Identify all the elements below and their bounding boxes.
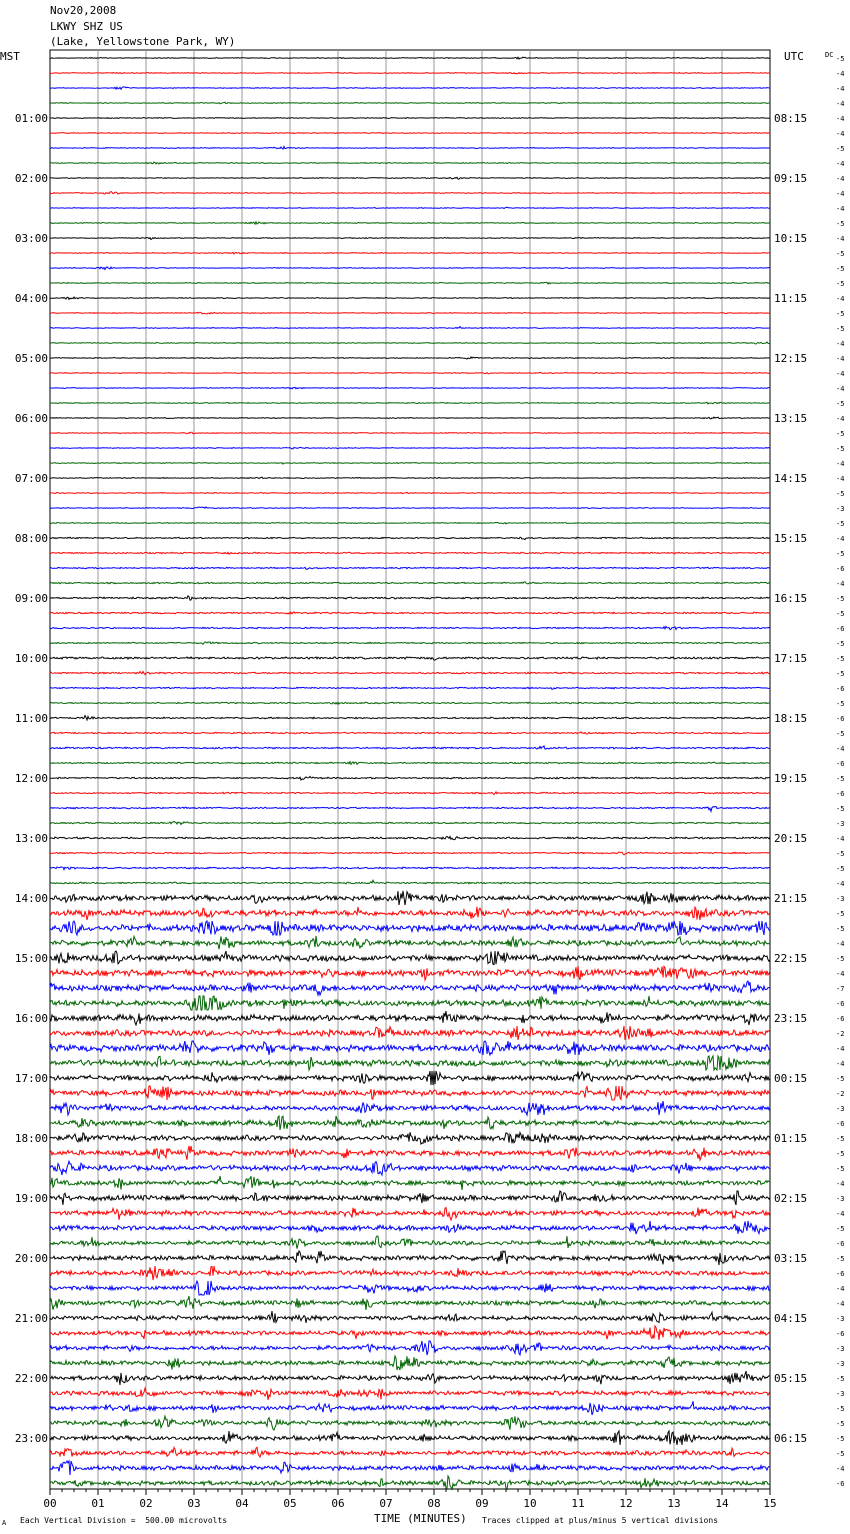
seismic-trace (50, 1281, 770, 1295)
dc-offset-value: -5 (836, 1150, 845, 1158)
dc-offset-value: -5 (836, 610, 845, 618)
dc-offset-value: -4 (836, 1210, 845, 1218)
dc-offset-value: -5 (836, 865, 845, 873)
dc-offset-value: -5 (836, 1375, 845, 1383)
dc-offset-header: DC (825, 51, 834, 59)
utc-hour-label: 03:15 (774, 1252, 808, 1265)
dc-offset-value: -6 (836, 1120, 845, 1128)
dc-offset-value: -5 (836, 1435, 845, 1443)
seismic-trace (50, 880, 770, 884)
dc-offset-value: -3 (836, 1345, 845, 1353)
mst-hour-label: 06:00 (14, 412, 48, 425)
dc-offset-value: -5 (836, 280, 845, 288)
seismic-trace (50, 87, 770, 89)
seismic-trace (50, 1101, 770, 1115)
utc-hour-label: 21:15 (774, 892, 808, 905)
seismic-trace (50, 463, 770, 465)
seismic-trace (50, 326, 770, 328)
seismic-trace (50, 1296, 770, 1310)
seismic-trace (50, 477, 770, 478)
seismic-trace (50, 507, 770, 509)
utc-hour-label: 18:15 (774, 712, 808, 725)
seismic-trace (50, 671, 770, 674)
utc-hour-label: 15:15 (774, 532, 808, 545)
dc-offset-value: -4 (836, 940, 845, 948)
dc-offset-value: -5 (836, 265, 845, 273)
dc-offset-value: -4 (836, 460, 845, 468)
utc-hour-label: 02:15 (774, 1192, 808, 1205)
dc-offset-value: -5 (836, 250, 845, 258)
utc-hour-label: 00:15 (774, 1072, 808, 1085)
dc-offset-value: -3 (836, 820, 845, 828)
x-tick-label: 12 (619, 1497, 633, 1510)
seismic-trace (50, 936, 770, 949)
right-timezone-label: UTC (784, 50, 804, 63)
dc-offset-value: -4 (836, 1285, 845, 1293)
seismic-trace (50, 297, 770, 299)
dc-offset-value: -5 (836, 490, 845, 498)
dc-offset-value: -4 (836, 340, 845, 348)
dc-offset-value: -4 (836, 1060, 845, 1068)
dc-offset-value: -4 (836, 970, 845, 978)
dc-offset-value: -5 (836, 520, 845, 528)
left-timezone-label: MST (0, 50, 20, 63)
seismic-trace (50, 1176, 770, 1190)
mst-hour-label: 01:00 (14, 112, 48, 125)
seismic-trace (50, 1041, 770, 1055)
seismic-trace (50, 177, 770, 179)
seismic-trace (50, 891, 770, 905)
dc-offset-value: -4 (836, 535, 845, 543)
x-tick-label: 07 (379, 1497, 393, 1510)
dc-offset-value: -3 (836, 1195, 845, 1203)
clip-note: Traces clipped at plus/minus 5 vertical divisions (482, 1516, 719, 1525)
dc-offset-value: -6 (836, 1480, 845, 1488)
seismic-trace (50, 373, 770, 374)
seismic-trace (50, 342, 770, 344)
dc-offset-value: -4 (836, 370, 845, 378)
seismic-trace (50, 612, 770, 614)
seismic-trace (50, 1236, 770, 1249)
seismic-trace (50, 1476, 770, 1490)
mst-hour-label: 15:00 (14, 952, 48, 965)
utc-hour-label: 08:15 (774, 112, 808, 125)
seismic-trace (50, 806, 770, 811)
utc-hour-label: 05:15 (774, 1372, 808, 1385)
mst-hour-label: 16:00 (14, 1012, 48, 1025)
seismic-trace (50, 1266, 770, 1280)
dc-offset-value: -5 (836, 805, 845, 813)
x-tick-label: 02 (139, 1497, 153, 1510)
dc-offset-value: -4 (836, 235, 845, 243)
seismic-trace (50, 1371, 770, 1385)
mst-hour-label: 07:00 (14, 472, 48, 485)
seismic-trace (50, 1056, 770, 1070)
dc-offset-value: -4 (836, 85, 845, 93)
seismic-trace (50, 146, 770, 149)
mst-hour-label: 03:00 (14, 232, 48, 245)
seismic-trace (50, 746, 770, 749)
corner-mark: A (2, 1519, 7, 1527)
seismic-trace (50, 567, 770, 569)
dc-offset-value: -4 (836, 115, 845, 123)
utc-hour-label: 23:15 (774, 1012, 808, 1025)
x-tick-label: 00 (43, 1497, 57, 1510)
seismic-trace (50, 492, 770, 493)
dc-offset-value: -5 (836, 670, 845, 678)
dc-offset-value: -6 (836, 1330, 845, 1338)
seismic-trace (50, 207, 770, 209)
utc-hour-label: 14:15 (774, 472, 808, 485)
seismic-trace (50, 1161, 770, 1175)
dc-offset-value: -4 (836, 1300, 845, 1308)
dc-offset-value: -6 (836, 565, 845, 573)
dc-offset-value: -5 (836, 145, 845, 153)
seismic-trace (50, 312, 770, 314)
dc-offset-value: -4 (836, 1180, 845, 1188)
x-tick-label: 10 (523, 1497, 537, 1510)
dc-offset-value: -5 (836, 445, 845, 453)
dc-offset-value: -5 (836, 655, 845, 663)
utc-hour-label: 09:15 (774, 172, 808, 185)
seismic-trace (50, 192, 770, 194)
seismic-trace (50, 1011, 770, 1025)
seismic-trace (50, 162, 770, 164)
seismic-trace (50, 133, 770, 134)
dc-offset-value: -3 (836, 1315, 845, 1323)
dc-offset-value: -4 (836, 580, 845, 588)
seismic-trace (50, 1251, 770, 1265)
seismic-trace (50, 792, 770, 795)
station-location: (Lake, Yellowstone Park, WY) (50, 35, 236, 48)
dc-offset-value: -2 (836, 1090, 845, 1098)
seismic-trace (50, 1116, 770, 1130)
dc-offset-value: -6 (836, 790, 845, 798)
dc-offset-value: -4 (836, 70, 845, 78)
chart-date: Nov20,2008 (50, 4, 117, 17)
seismic-trace (50, 921, 770, 935)
dc-offset-value: -5 (836, 325, 845, 333)
seismic-trace (50, 836, 770, 839)
dc-offset-value: -2 (836, 1030, 845, 1038)
seismic-trace (50, 657, 770, 660)
seismic-trace (50, 432, 770, 434)
mst-hour-label: 08:00 (14, 532, 48, 545)
mst-hour-label: 02:00 (14, 172, 48, 185)
utc-hour-label: 12:15 (774, 352, 808, 365)
mst-hour-label: 05:00 (14, 352, 48, 365)
mst-hour-label: 17:00 (14, 1072, 48, 1085)
seismic-trace (50, 252, 770, 254)
mst-hour-label: 11:00 (14, 712, 48, 725)
mst-hour-label: 12:00 (14, 772, 48, 785)
seismic-trace (50, 1221, 770, 1234)
utc-hour-label: 06:15 (774, 1432, 808, 1445)
mst-hour-label: 09:00 (14, 592, 48, 605)
utc-hour-label: 22:15 (774, 952, 808, 965)
seismic-trace (50, 996, 770, 1010)
x-tick-label: 01 (91, 1497, 105, 1510)
seismic-trace (50, 282, 770, 284)
seismic-trace (50, 118, 770, 119)
scale-note: Each Vertical Division = 500.00 microvolts (20, 1516, 228, 1525)
dc-offset-value: -5 (836, 1075, 845, 1083)
seismic-trace (50, 1132, 770, 1144)
seismic-trace (50, 387, 770, 389)
dc-offset-value: -5 (836, 595, 845, 603)
x-tick-label: 03 (187, 1497, 201, 1510)
mst-hour-label: 18:00 (14, 1132, 48, 1145)
dc-offset-value: -5 (836, 910, 845, 918)
x-tick-label: 09 (475, 1497, 489, 1510)
seismic-trace (50, 776, 770, 780)
dc-offset-value: -5 (836, 55, 845, 63)
x-tick-label: 13 (667, 1497, 681, 1510)
mst-hour-label: 20:00 (14, 1252, 48, 1265)
dc-offset-value: -4 (836, 130, 845, 138)
dc-offset-value: -4 (836, 190, 845, 198)
dc-offset-value: -5 (836, 955, 845, 963)
x-tick-label: 05 (283, 1497, 297, 1510)
seismic-trace (50, 627, 770, 630)
dc-offset-value: -6 (836, 760, 845, 768)
utc-hour-label: 04:15 (774, 1312, 808, 1325)
seismic-trace (50, 1146, 770, 1160)
dc-offset-value: -5 (836, 1225, 845, 1233)
dc-offset-value: -5 (836, 1255, 845, 1263)
seismic-trace (50, 238, 770, 240)
seismic-trace (50, 267, 770, 270)
dc-offset-value: -4 (836, 205, 845, 213)
x-tick-label: 08 (427, 1497, 441, 1510)
seismic-trace (50, 596, 770, 600)
utc-hour-label: 17:15 (774, 652, 808, 665)
utc-hour-label: 11:15 (774, 292, 808, 305)
dc-offset-value: -6 (836, 1240, 845, 1248)
seismic-trace (50, 1416, 770, 1430)
dc-offset-value: -6 (836, 625, 845, 633)
dc-offset-value: -5 (836, 400, 845, 408)
dc-offset-value: -5 (836, 310, 845, 318)
mst-hour-label: 04:00 (14, 292, 48, 305)
seismic-trace (50, 966, 770, 980)
seismic-trace (50, 1071, 770, 1085)
dc-offset-value: -5 (836, 1405, 845, 1413)
seismic-trace (50, 1356, 770, 1370)
seismic-trace (50, 1447, 770, 1457)
seismic-trace (50, 1326, 770, 1340)
seismic-trace (50, 57, 770, 59)
seismic-trace (50, 582, 770, 584)
seismic-trace (50, 357, 770, 359)
dc-offset-value: -6 (836, 1270, 845, 1278)
dc-offset-value: -5 (836, 550, 845, 558)
mst-hour-label: 21:00 (14, 1312, 48, 1325)
dc-offset-value: -5 (836, 775, 845, 783)
dc-offset-value: -3 (836, 1360, 845, 1368)
dc-offset-value: -4 (836, 355, 845, 363)
dc-offset-value: -5 (836, 430, 845, 438)
seismic-trace (50, 522, 770, 523)
x-tick-label: 06 (331, 1497, 345, 1510)
seismic-trace (50, 552, 770, 554)
dc-offset-value: -4 (836, 475, 845, 483)
dc-offset-value: -5 (836, 1450, 845, 1458)
seismic-trace (50, 981, 770, 995)
seismic-trace (50, 687, 770, 689)
dc-offset-value: -5 (836, 925, 845, 933)
x-tick-label: 04 (235, 1497, 249, 1510)
dc-offset-value: -4 (836, 880, 845, 888)
seismic-trace (50, 1461, 770, 1475)
dc-offset-value: -4 (836, 1045, 845, 1053)
seismic-trace (50, 1191, 770, 1205)
seismic-trace (50, 1311, 770, 1323)
seismic-trace (50, 821, 770, 824)
dc-offset-value: -6 (836, 1000, 845, 1008)
dc-offset-value: -5 (836, 1420, 845, 1428)
dc-offset-value: -4 (836, 835, 845, 843)
seismic-trace (50, 417, 770, 419)
dc-offset-value: -3 (836, 505, 845, 513)
seismic-trace (50, 642, 770, 644)
dc-offset-value: -3 (836, 1105, 845, 1113)
seismic-trace (50, 1026, 770, 1040)
dc-offset-value: -4 (836, 1465, 845, 1473)
mst-hour-label: 13:00 (14, 832, 48, 845)
seismic-trace (50, 1401, 770, 1415)
seismic-trace (50, 762, 770, 765)
dc-offset-value: -5 (836, 730, 845, 738)
dc-offset-value: -4 (836, 295, 845, 303)
mst-hour-label: 19:00 (14, 1192, 48, 1205)
mst-hour-label: 23:00 (14, 1432, 48, 1445)
dc-offset-value: -3 (836, 1390, 845, 1398)
station-code: LKWY SHZ US (50, 20, 123, 33)
seismic-trace (50, 1208, 770, 1221)
dc-offset-value: -5 (836, 850, 845, 858)
x-axis-title: TIME (MINUTES) (374, 1512, 467, 1525)
utc-hour-label: 16:15 (774, 592, 808, 605)
x-tick-label: 15 (763, 1497, 777, 1510)
dc-offset-value: -5 (836, 220, 845, 228)
seismic-trace (50, 852, 770, 855)
seismic-trace (50, 867, 770, 870)
seismic-trace (50, 907, 770, 920)
dc-offset-value: -3 (836, 895, 845, 903)
seismic-trace (50, 102, 770, 104)
x-tick-label: 14 (715, 1497, 729, 1510)
x-tick-label: 11 (571, 1497, 585, 1510)
dc-offset-value: -5 (836, 700, 845, 708)
seismic-trace (50, 537, 770, 539)
dc-offset-value: -6 (836, 685, 845, 693)
seismic-trace (50, 402, 770, 404)
utc-hour-label: 19:15 (774, 772, 808, 785)
seismic-trace (50, 716, 770, 720)
dc-offset-value: -4 (836, 385, 845, 393)
seismic-trace (50, 702, 770, 704)
seismic-trace (50, 951, 770, 965)
mst-hour-label: 22:00 (14, 1372, 48, 1385)
dc-offset-value: -4 (836, 745, 845, 753)
dc-offset-value: -4 (836, 175, 845, 183)
seismic-trace (50, 1388, 770, 1400)
seismic-trace (50, 73, 770, 74)
dc-offset-value: -5 (836, 1135, 845, 1143)
seismic-trace (50, 222, 770, 224)
dc-offset-value: -4 (836, 100, 845, 108)
dc-offset-value: -6 (836, 715, 845, 723)
seismic-trace (50, 732, 770, 734)
dc-offset-value: -4 (836, 415, 845, 423)
seismic-trace (50, 1086, 770, 1100)
utc-hour-label: 01:15 (774, 1132, 808, 1145)
seismic-trace (50, 447, 770, 448)
seismic-trace (50, 1431, 770, 1445)
dc-offset-value: -5 (836, 640, 845, 648)
dc-offset-value: -6 (836, 1015, 845, 1023)
utc-hour-label: 13:15 (774, 412, 808, 425)
utc-hour-label: 10:15 (774, 232, 808, 245)
dc-offset-value: -7 (836, 985, 845, 993)
dc-offset-value: -4 (836, 160, 845, 168)
mst-hour-label: 10:00 (14, 652, 48, 665)
mst-hour-label: 14:00 (14, 892, 48, 905)
seismic-trace (50, 1341, 770, 1355)
dc-offset-value: -5 (836, 1165, 845, 1173)
utc-hour-label: 20:15 (774, 832, 808, 845)
